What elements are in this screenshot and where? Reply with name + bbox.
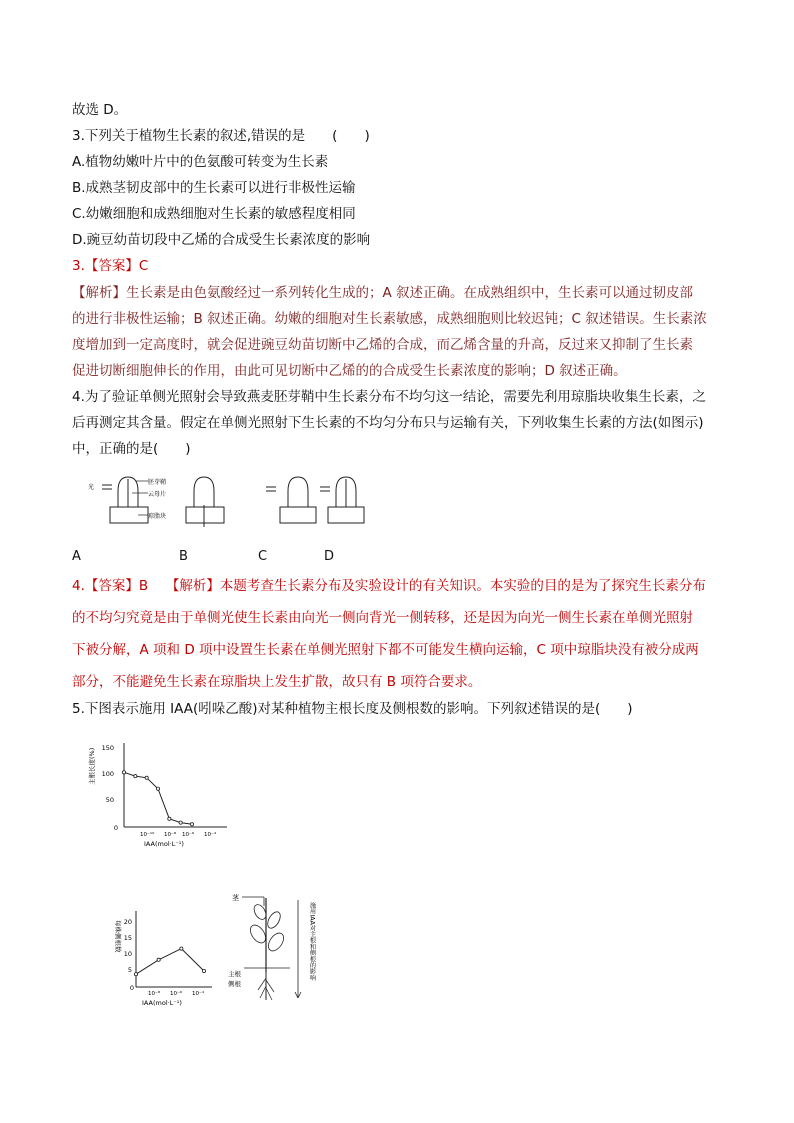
mica-label: 云母片 (148, 491, 167, 498)
agar-label: 琼脂块 (148, 513, 167, 520)
chart1-point (122, 771, 125, 774)
chart2-ytick: 5 (127, 966, 132, 974)
chart2-ytick: 10 (123, 950, 132, 958)
chart2-point (180, 947, 183, 950)
chart1-ytick: 0 (113, 824, 118, 832)
lateral-root-chart (112, 905, 222, 1010)
q4-apparatus-d (320, 477, 364, 523)
arrow-label: 施用IAA对主根和侧根的影响 (308, 902, 316, 981)
q4-answer-2: 的不均匀究竟是由于单侧光使生长素由向光一侧向背光一侧转移，还是因为向光一侧生长素在单侧光照射 (72, 610, 693, 626)
chart1-xtick: 10⁻⁶ (182, 832, 195, 838)
chart2-ylabel: 每株侧根数 (114, 920, 122, 953)
chart2-ytick: 15 (123, 934, 132, 942)
q4-stem-3: 中，正确的是( ) (72, 441, 191, 457)
chart1-point (168, 817, 171, 820)
q3-option-c: C.幼嫩细胞和成熟细胞对生长素的敏感程度相同 (72, 206, 356, 222)
q3-explanation-1: 【解析】生长素是由色氨酸经过一系列转化生成的；A 叙述正确。在成熟组织中，生长素可以通过韧皮部 (72, 285, 694, 301)
chart1-point (156, 787, 159, 790)
q4-option-c-label: C (258, 549, 268, 564)
q4-apparatus-c (266, 477, 316, 523)
q4-stem-1: 4.为了验证单侧光照射会导致燕麦胚芽鞘中生长素分布不均匀这一结论，需要先利用琼脂块收集生长素，之 (72, 389, 706, 405)
q4-apparatus-b (186, 477, 224, 527)
chart1-point (190, 823, 193, 826)
q5-stem: 5.下图表示施用 IAA(吲哚乙酸)对某种植物主根长度及侧根数的影响。下列叙述错误的是( ) (72, 701, 633, 717)
stem-label: 茎 (232, 894, 239, 902)
q3-explanation-4: 促进切断细胞伸长的作用，由此可见切断中乙烯的的合成受生长素浓度的影响；D 叙述正确。 (72, 363, 627, 379)
direction-arrow (295, 900, 301, 998)
chart1-point (134, 775, 137, 778)
chart2-xtick: 10⁻⁴ (192, 991, 205, 997)
chart2-point (202, 969, 205, 972)
main-root-label: 主根 (228, 970, 241, 978)
prev-answer-tail: 故选 D。 (72, 102, 128, 118)
chart1-point (179, 821, 182, 824)
q4-answer-1: 4.【答案】B 【解析】本题考查生长素分布及实验设计的有关知识。本实验的目的是为了探究生长素分布 (72, 578, 706, 594)
chart2-xtick: 10⁻⁶ (170, 991, 183, 997)
chart1-ylabel: 主根长度(%) (88, 747, 96, 785)
plant-diagram (228, 890, 328, 1005)
chart1-xtick: 10⁻¹⁰ (140, 832, 155, 838)
chart1-series-line (124, 772, 192, 824)
main-root-length-chart (88, 735, 242, 850)
q3-answer: 3.【答案】C (72, 258, 149, 274)
q3-option-a: A.植物幼嫩叶片中的色氨酸可转变为生长素 (72, 154, 329, 170)
chart1-xtick: 10⁻⁴ (204, 832, 217, 838)
chart1-axes (124, 743, 227, 827)
q4-apparatus-a (88, 477, 166, 523)
chart1-xtick: 10⁻⁸ (164, 832, 177, 838)
light-label: 光 (88, 484, 95, 491)
q3-explanation-2: 的进行非极性运输；B 叙述正确。幼嫩的细胞对生长素敏感，成熟细胞则比较迟钝；C 叙述错误。生长素浓 (72, 311, 707, 327)
chart2-ytick: 0 (129, 984, 134, 992)
chart2-axes (136, 911, 212, 987)
chart1-point (145, 776, 148, 779)
q3-stem: 3.下列关于植物生长素的叙述,错误的是 ( ) (72, 128, 370, 144)
chart1-ytick: 150 (101, 744, 114, 752)
chart2-xlabel: IAA(mol·L⁻¹) (142, 999, 182, 1007)
q4-figure (88, 475, 378, 535)
plant-roots (258, 972, 274, 1000)
chart2-series-line (136, 949, 204, 975)
chart1-ytick: 50 (105, 796, 114, 804)
q4-answer-4: 部分，不能避免生长素在琼脂块上发生扩散，故只有 B 项符合要求。 (72, 674, 482, 690)
q3-explanation-3: 度增加到一定高度时，就会促进豌豆幼苗切断中乙烯的合成，而乙烯含量的升高，反过来又抑制了生长素 (72, 337, 693, 353)
coleoptile-label: 胚芽鞘 (148, 479, 167, 486)
q4-option-d-label: D (324, 549, 335, 564)
q3-option-d: D.豌豆幼苗切段中乙烯的合成受生长素浓度的影响 (72, 232, 371, 248)
chart1-xlabel: IAA(mol·L⁻¹) (144, 840, 184, 848)
chart1-ytick: 100 (101, 770, 114, 778)
q4-option-a-label: A (72, 549, 81, 564)
plant-leaves (247, 903, 286, 954)
chart2-xtick: 10⁻⁸ (148, 991, 161, 997)
q4-option-b-label: B (179, 549, 188, 564)
chart2-ytick: 20 (123, 918, 132, 926)
side-root-label: 侧根 (228, 980, 241, 988)
q4-stem-2: 后再测定其含量。假定在单侧光照射下生长素的不均匀分布只与运输有关，下列收集生长素的方法(如图示) (72, 415, 704, 431)
chart2-point (157, 958, 160, 961)
q4-answer-3: 下被分解，A 项和 D 项中设置生长素在单侧光照射下都不可能发生横向运输，C 项中琼脂块没有被分成两 (72, 642, 699, 658)
q3-option-b: B.成熟茎韧皮部中的生长素可以进行非极性运输 (72, 180, 356, 196)
chart2-point (134, 973, 137, 976)
